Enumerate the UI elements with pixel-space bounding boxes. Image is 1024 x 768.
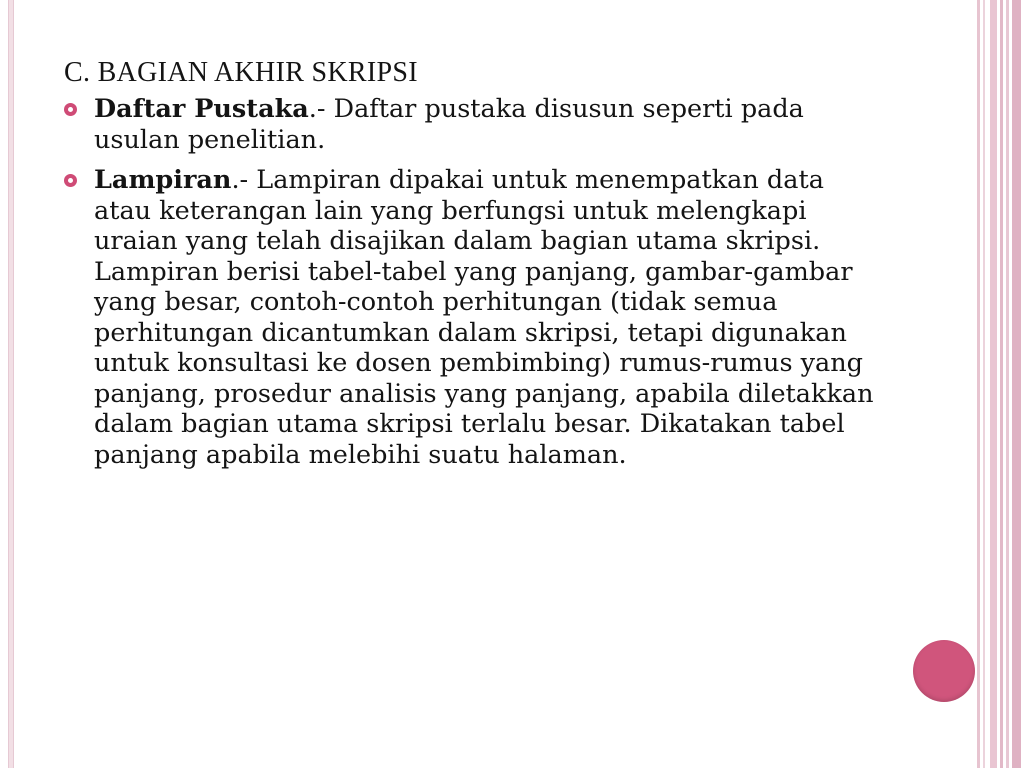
slide-title: C. BAGIAN AKHIR SKRIPSI [64,57,418,88]
decor-circle [913,640,975,702]
list-item-daftar-pustaka [64,94,884,155]
left-frame-line [8,0,14,768]
ring-bullet-icon [64,174,77,187]
decor-stripe [990,0,997,768]
decor-stripe [983,0,985,768]
slide-content [64,56,884,480]
item-text: .- Lampiran dipakai untuk menempatkan data atau keterangan lain yang berfungsi untuk melengkapi uraian yang telah disajikan dalam bagian utama skripsi. Lampiran berisi tabel-tabel yang panjang, gambar-gambar yang besar, contoh-contoh perhitungan (tidak semua perhitungan dicantumkan dalam skripsi, tetapi digunakan untuk konsultasi ke dosen pembimbing) rumus-rumus yang panjang, prosedur analisis yang panjang, apabila diletakkan dalam bagian utama skripsi terlalu besar. Dikatakan tabel panjang apabila melebihi suatu halaman. [94,165,874,470]
list-item-lampiran [64,165,884,470]
decor-stripe [1012,0,1021,768]
item-term: Lampiran [94,165,232,195]
item-term: Daftar Pustaka [94,94,309,124]
decor-stripe [1006,0,1009,768]
decor-stripe [1000,0,1003,768]
decor-stripe [977,0,980,768]
item-text: .- Daftar pustaka disusun seperti pada usulan penelitian. [94,94,804,155]
ring-bullet-icon [64,103,77,116]
